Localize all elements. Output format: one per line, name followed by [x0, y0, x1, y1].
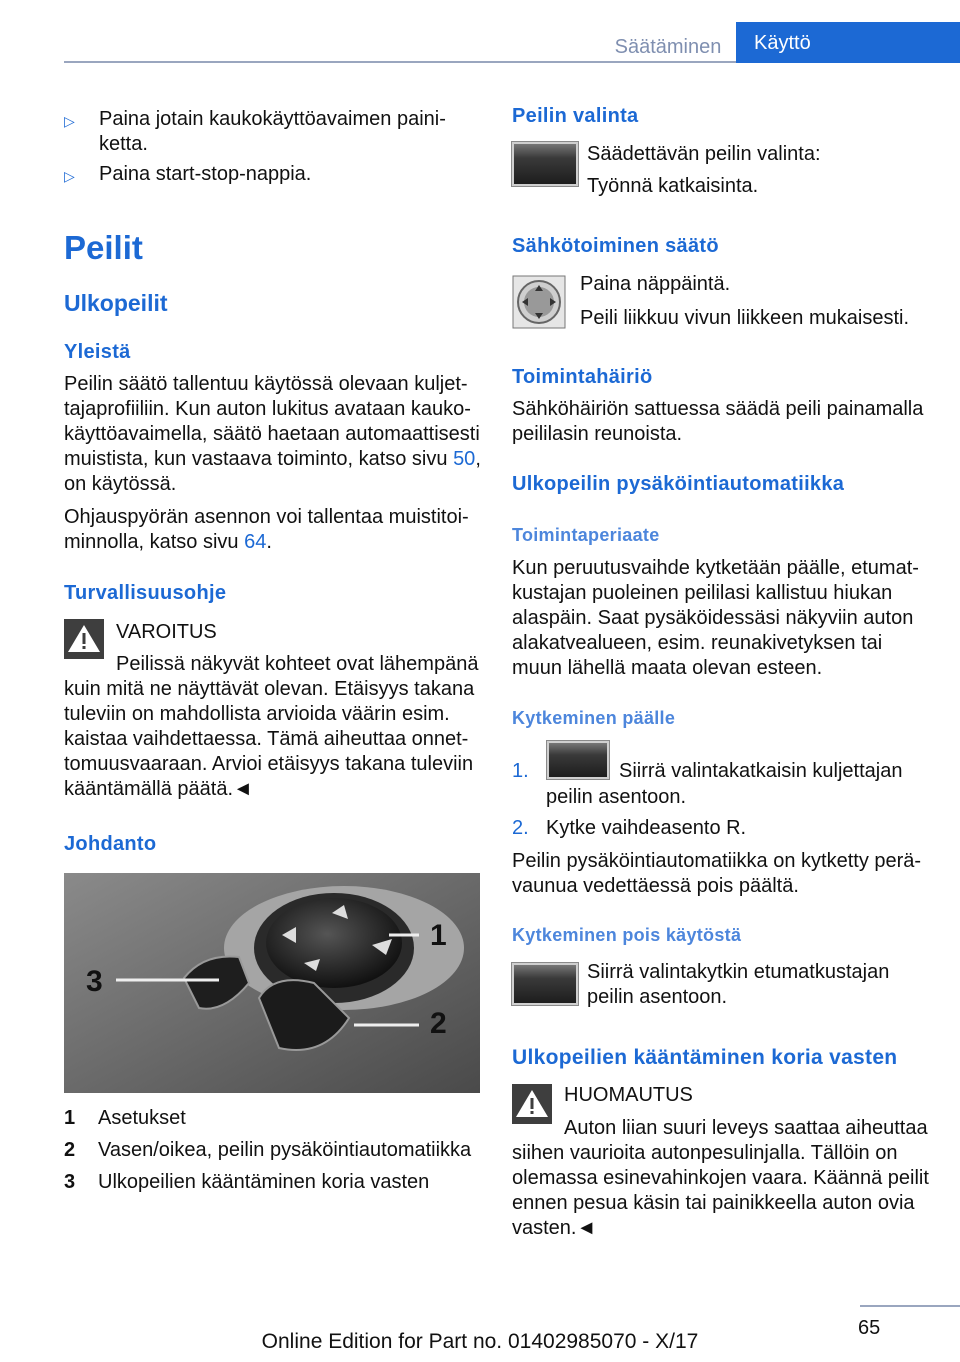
header-section[interactable]: Säätäminen — [614, 36, 722, 58]
heading-yleista: Yleistä — [64, 341, 131, 363]
heading-toimintaperiaate: Toimintaperiaate — [512, 525, 660, 545]
selector-switch-image — [512, 142, 578, 186]
heading-sahkotoiminen-saato: Sähkötoiminen säätö — [512, 235, 719, 257]
yleista-paragraph: Peilin säätö tallentuu käytössä olevaan kuljet‐ tajaprofiiliin. Kun auton lukitus avataan kauko‐ käyttöavaimella, säätö haetaan automaattisesti muistista, kun vastaava toiminto, katso sivu 50, on käytössä. — [64, 373, 481, 495]
page-number-rule — [860, 1305, 960, 1307]
step1-line1: Siirrä valintakatkaisin kuljettajan — [619, 760, 903, 782]
periaate-paragraph: Kun peruutusvaihde kytketään päälle, etumat‐ kustajan puoleinen peililasi kallistuu hiukan alaspäin. Saat pysäköidessäsi näkyviin auton alakatvealueen, esim. reunakivetyksen tai muun lähellä maata olevan esteen. — [512, 557, 919, 679]
kytketty-paragraph: Peilin pysäköintiautomatiikka on kytketty perä‐ vaunua vedettäessä pois päältä. — [512, 850, 922, 897]
warning-title: VAROITUS — [116, 621, 217, 643]
hairio-paragraph: Sähköhäiriön sattuessa säädä peili painamalla peililasin reunoista. — [512, 398, 924, 445]
valinta-line2: Työnnä katkaisinta. — [587, 175, 759, 197]
selector-switch-image-small — [547, 741, 609, 779]
heading-peilit: Peilit — [64, 229, 143, 266]
page-link-64[interactable]: 64 — [244, 531, 267, 553]
step1-line2: peilin asentoon. — [546, 786, 687, 808]
page-number: 65 — [858, 1317, 881, 1339]
callout-3: 3 — [86, 965, 103, 998]
header-tab-active[interactable]: Käyttö — [736, 22, 960, 63]
heading-turvallisuusohje: Turvallisuusohje — [64, 582, 227, 604]
step1-number: 1. — [512, 760, 529, 782]
heading-johdanto: Johdanto — [64, 833, 157, 855]
heading-ulkopeilit: Ulkopeilit — [64, 290, 168, 316]
step2-text: Kytke vaihdeasento R. — [546, 817, 747, 839]
bullet-triangle-icon: ▷ — [64, 113, 75, 129]
adjust-button-image — [512, 275, 566, 329]
ohjaus-paragraph: Ohjauspyörän asennon voi tallentaa muistitoi‐ minnolla, katso sivu 64. — [64, 506, 469, 553]
notice-text: Auton liian suuri leveys saattaa aiheuttaa siihen vaurioita autonpesulinjalla. Tällöin on olemassa esinevahinkojen vaara. Käännä peilit ennen pesua käsin tai painikkeella auton ovia vasten.◄ — [512, 1117, 929, 1239]
heading-toimintahairio: Toimintahäiriö — [512, 366, 653, 388]
sahko-line2: Peili liikkuu vivun liikkeen mukaisesti. — [580, 307, 910, 329]
pois-line1: Siirrä valintakytkin etumatkustajan — [587, 961, 890, 983]
footer-edition: Online Edition for Part no. 01402985070 - X/17 — [261, 1330, 699, 1353]
pois-line2: peilin asentoon. — [587, 986, 728, 1008]
heading-kytkeminen-paalle: Kytkeminen päälle — [512, 708, 676, 728]
heading-pysakointiautomatiikka: Ulkopeilin pysäköintiautomatiikka — [512, 473, 845, 495]
notice-title: HUOMAUTUS — [564, 1084, 693, 1106]
legend-list: 1 Asetukset 2 Vasen/oikea, peilin pysäköintiautomatiikka 3 Ulkopeilien kääntäminen koria vasten — [64, 1107, 472, 1193]
heading-kaantaminen: Ulkopeilien kääntäminen koria vasten — [512, 1046, 898, 1069]
selector-switch-image-pois — [512, 963, 578, 1005]
bullet-2: ▷ Paina start-stop-nappia. — [64, 162, 311, 187]
warning-text: Peilissä näkyvät kohteet ovat lähempänä kuin mitä ne näyttävät olevan. Etäisyys takana tuleviin on mahdollista arvioida väärin esim. kaistaa vaihdettaessa. Tämä aiheuttaa onnet‐ tomuusvaaraan. Arvioi etäisyys takana tuleviin kääntämällä päätä.◄ — [64, 653, 479, 800]
callout-2: 2 — [430, 1007, 447, 1040]
callout-1: 1 — [430, 919, 447, 952]
sahko-line1: Paina näppäintä. — [580, 273, 731, 295]
bullet-triangle-icon: ▷ — [64, 168, 75, 184]
mirror-switch-photo — [64, 873, 480, 1093]
valinta-line1: Säädettävän peilin valinta: — [587, 143, 821, 165]
bullet-1: ▷ Paina jotain kaukokäyttöavaimen paini‐ ketta. — [64, 108, 446, 155]
step2-number: 2. — [512, 817, 529, 839]
heading-peilin-valinta: Peilin valinta — [512, 105, 639, 127]
page-link-50[interactable]: 50 — [453, 448, 476, 470]
heading-kytkeminen-pois: Kytkeminen pois käytöstä — [512, 925, 742, 945]
